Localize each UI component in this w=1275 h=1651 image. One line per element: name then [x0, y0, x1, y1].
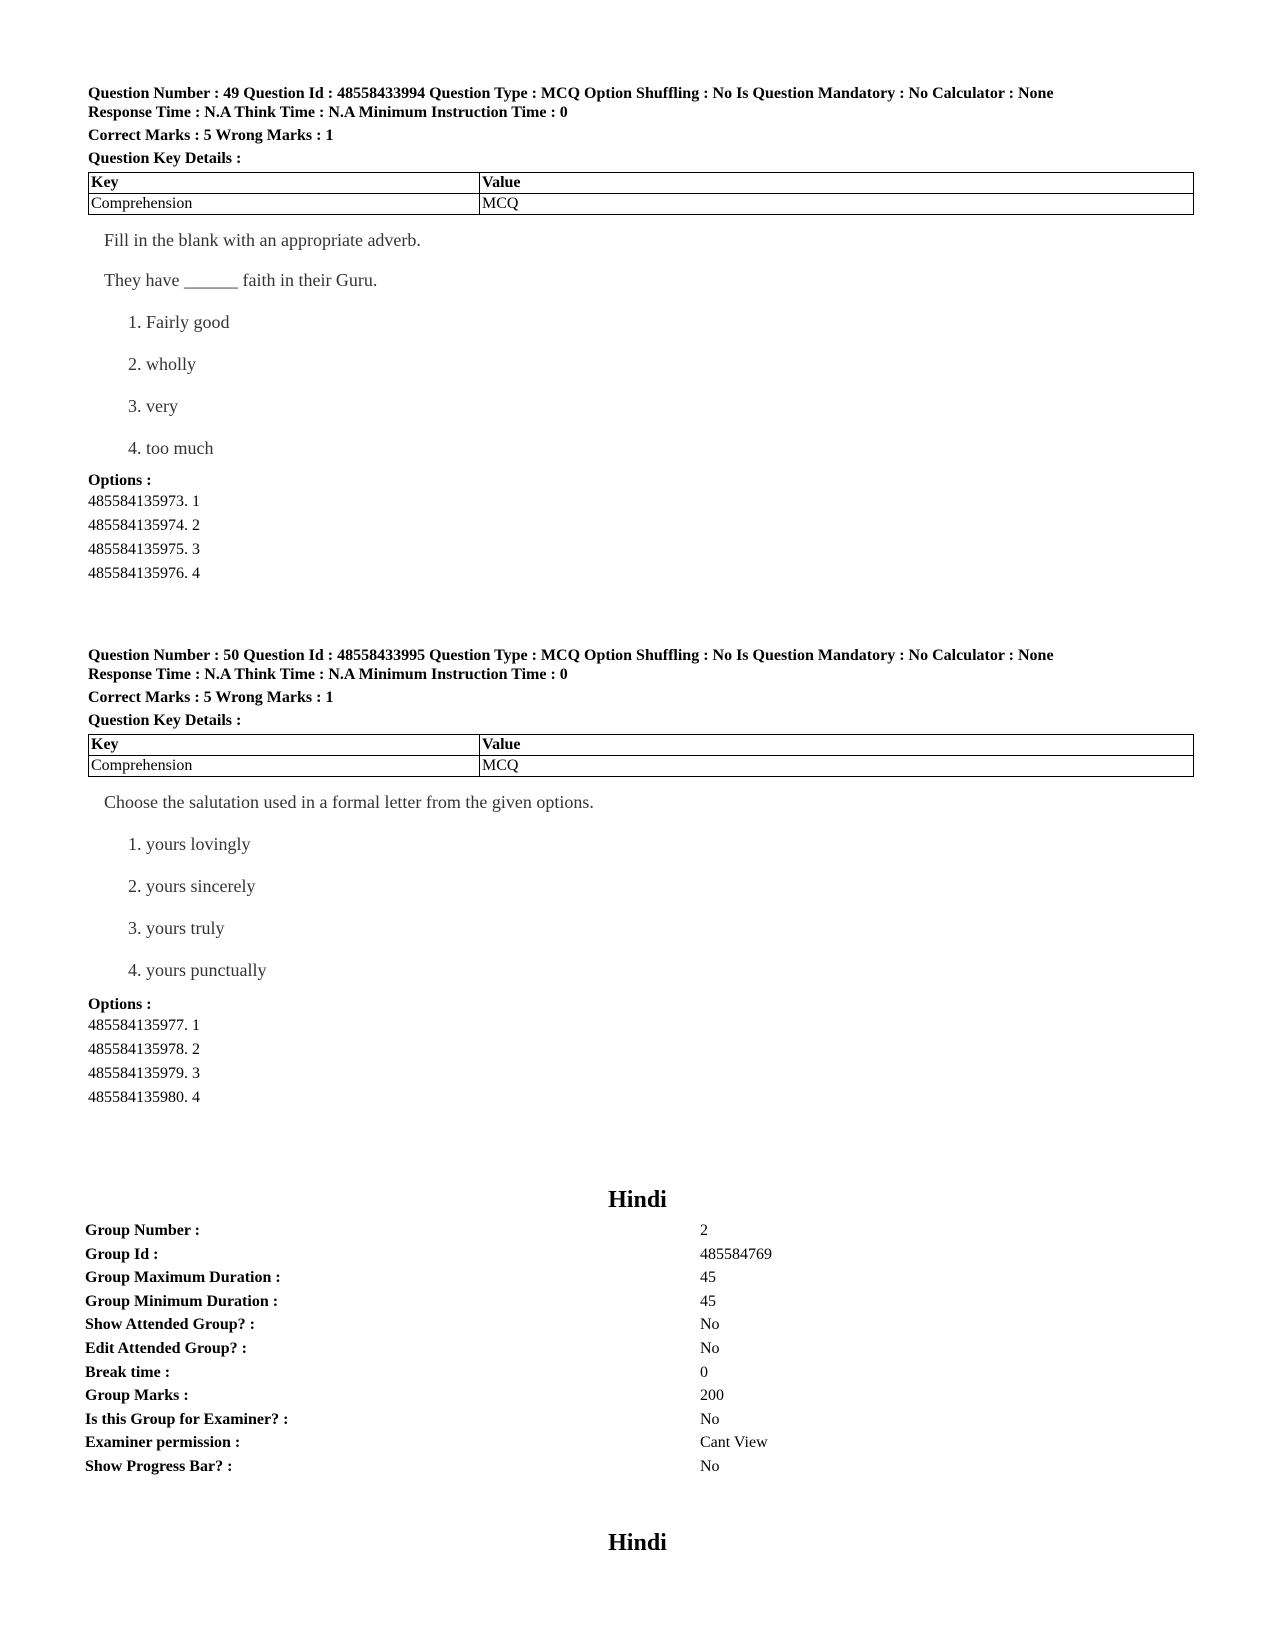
group-label: Break time :: [85, 1363, 171, 1381]
group-value: 485584769: [700, 1245, 772, 1263]
question-meta-line: Response Time : N.A Think Time : N.A Minimum Instruction Time : 0: [88, 104, 568, 121]
option-line: 485584135978. 2: [88, 1041, 200, 1058]
option-line: 485584135973. 1: [88, 493, 200, 510]
choice-list: [104, 311, 1194, 459]
choice-item: 4. too much: [128, 438, 214, 458]
option-line: 485584135980. 4: [88, 1089, 200, 1106]
group-row: [85, 1384, 1195, 1408]
group-row: [85, 1243, 1195, 1267]
group-label: Edit Attended Group? :: [85, 1339, 247, 1357]
table-cell-value: MCQ: [480, 194, 1194, 215]
group-label: Is this Group for Examiner? :: [85, 1410, 289, 1428]
group-value: 45: [700, 1269, 716, 1287]
option-line: 485584135977. 1: [88, 1017, 200, 1034]
group-label: Show Attended Group? :: [85, 1316, 255, 1334]
choice-item: 2. wholly: [128, 354, 197, 374]
group-label: Group Marks :: [85, 1387, 189, 1405]
group-value: No: [700, 1457, 720, 1475]
question-content: [104, 229, 1194, 459]
question-block-49: [88, 84, 1194, 586]
table-cell-value: MCQ: [480, 756, 1194, 777]
option-line: 485584135976. 4: [88, 565, 200, 582]
choice-list: [104, 833, 1194, 981]
section-title: Hindi: [608, 1187, 667, 1213]
group-row: [85, 1219, 1195, 1243]
group-label: Show Progress Bar? :: [85, 1457, 233, 1475]
question-meta-line: Response Time : N.A Think Time : N.A Minimum Instruction Time : 0: [88, 666, 568, 683]
options-label: Options :: [88, 472, 152, 489]
group-value: 45: [700, 1292, 716, 1310]
key-details-label: Question Key Details :: [88, 150, 242, 167]
group-label: Examiner permission :: [85, 1434, 241, 1452]
key-details-table: [88, 734, 1194, 777]
group-value: Cant View: [700, 1434, 768, 1452]
table-cell-key: Comprehension: [89, 194, 480, 215]
question-content: [104, 791, 1194, 981]
options-label: Options :: [88, 996, 152, 1013]
group-label: Group Id :: [85, 1245, 159, 1263]
group-value: 200: [700, 1387, 724, 1405]
group-value: No: [700, 1410, 720, 1428]
choice-item: 3. yours truly: [128, 918, 225, 938]
table-cell-key: Comprehension: [89, 756, 480, 777]
choice-item: 2. yours sincerely: [128, 876, 256, 896]
table-header-value: Value: [480, 173, 1194, 194]
section-title: Hindi: [608, 1530, 667, 1556]
question-marks: Correct Marks : 5 Wrong Marks : 1: [88, 127, 334, 144]
question-marks: Correct Marks : 5 Wrong Marks : 1: [88, 689, 334, 706]
option-line: 485584135975. 3: [88, 541, 200, 558]
option-line: 485584135974. 2: [88, 517, 200, 534]
group-row: [85, 1313, 1195, 1337]
group-row: [85, 1266, 1195, 1290]
question-stem: Choose the salutation used in a formal letter from the given options.: [104, 792, 594, 812]
group-row: [85, 1455, 1195, 1479]
question-meta-line: Question Number : 49 Question Id : 48558433994 Question Type : MCQ Option Shuffling : No Is Question Mandatory : No Calculator : None: [88, 85, 1054, 102]
group-value: 2: [700, 1222, 708, 1239]
question-stem: Fill in the blank with an appropriate adverb.: [104, 230, 421, 250]
group-label: Group Maximum Duration :: [85, 1269, 281, 1287]
group-row: [85, 1431, 1195, 1455]
group-value: No: [700, 1339, 720, 1357]
key-details-label: Question Key Details :: [88, 712, 242, 729]
table-header-key: Key: [89, 735, 480, 756]
group-label: Group Minimum Duration :: [85, 1292, 279, 1310]
group-value: No: [700, 1316, 720, 1334]
group-row: [85, 1337, 1195, 1361]
choice-item: 1. yours lovingly: [128, 834, 251, 854]
option-line: 485584135979. 3: [88, 1065, 200, 1082]
choice-item: 1. Fairly good: [128, 312, 230, 332]
group-row: [85, 1361, 1195, 1385]
table-header-value: Value: [480, 735, 1194, 756]
group-details: [85, 1219, 1195, 1479]
group-row: [85, 1408, 1195, 1432]
choice-item: 4. yours punctually: [128, 960, 267, 980]
group-label: Group Number :: [85, 1222, 200, 1239]
group-value: 0: [700, 1363, 708, 1381]
choice-item: 3. very: [128, 396, 178, 416]
group-row: [85, 1290, 1195, 1314]
question-meta-line: Question Number : 50 Question Id : 48558433995 Question Type : MCQ Option Shuffling : No Is Question Mandatory : No Calculator : None: [88, 647, 1054, 664]
question-stem: They have ______ faith in their Guru.: [104, 270, 378, 290]
key-details-table: [88, 172, 1194, 215]
table-header-key: Key: [89, 173, 480, 194]
question-block-50: [88, 646, 1194, 1110]
